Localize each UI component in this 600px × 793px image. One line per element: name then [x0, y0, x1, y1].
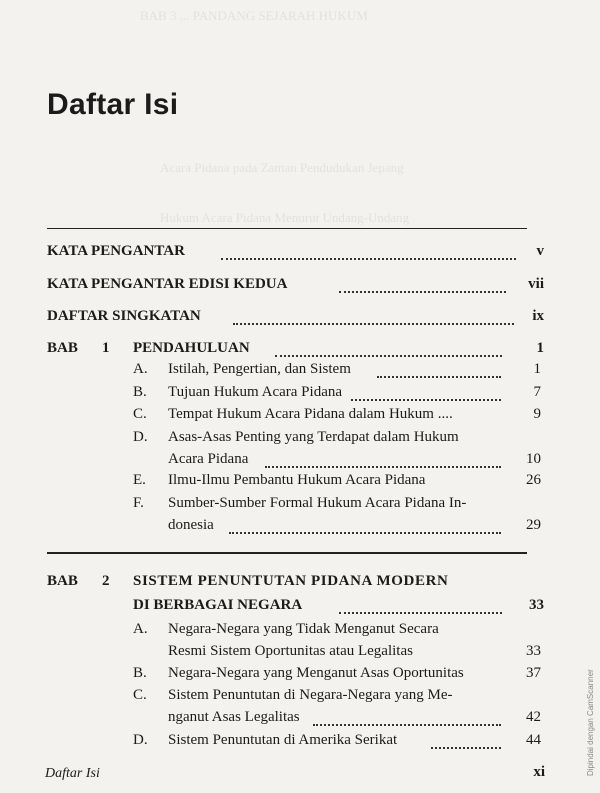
item-text-line2: nganut Asas Legalitas: [168, 709, 300, 725]
top-divider: [47, 228, 527, 229]
item-text-line2: Resmi Sistem Oportunitas atau Legalitas: [168, 643, 413, 659]
page-title: Daftar Isi: [47, 88, 179, 121]
page-number: 9: [533, 406, 541, 422]
bab-number: 1: [102, 340, 110, 356]
item-text-line2: Acara Pidana: [168, 451, 249, 467]
item-text: Istilah, Pengertian, dan Sistem: [168, 361, 351, 377]
dot-leader: [313, 708, 501, 726]
show-through-text: BAB 3 ... PANDANG SEJARAH HUKUM: [140, 8, 368, 23]
toc-chapter-2[interactable]: [47, 572, 544, 614]
item-text-line1: Sistem Penuntutan di Negara-Negara yang Me-: [168, 687, 453, 703]
page-number: v: [536, 243, 544, 259]
dot-leader: [275, 339, 502, 357]
item-letter: B.: [133, 665, 147, 681]
page-number: 7: [533, 384, 541, 400]
dot-leader: [377, 360, 501, 378]
item-letter: C.: [133, 687, 147, 703]
toc-item[interactable]: [133, 686, 541, 726]
running-footer: Daftar Isi: [45, 766, 100, 781]
item-text: Sistem Penuntutan di Amerika Serikat: [168, 732, 398, 748]
page-number: 29: [526, 517, 541, 533]
item-text: Tujuan Hukum Acara Pidana: [168, 384, 343, 400]
show-through-text: Acara Pidana pada Zaman Pendudukan Jepang: [160, 160, 404, 175]
item-letter: F.: [133, 495, 144, 511]
item-letter: D.: [133, 732, 148, 748]
entry-label: DAFTAR SINGKATAN: [47, 308, 201, 324]
toc-item[interactable]: [133, 620, 541, 660]
item-text: Negara-Negara yang Menganut Asas Oportunitas: [168, 665, 464, 681]
show-through-text: Hukum Acara Pidana Menurut Undang-Undang: [160, 210, 410, 225]
page-number: 37: [526, 665, 541, 681]
entry-label: KATA PENGANTAR EDISI KEDUA: [47, 276, 288, 292]
item-letter: A.: [133, 361, 148, 377]
item-letter: E.: [133, 472, 146, 488]
item-text-line1: Asas-Asas Penting yang Terdapat dalam Hukum: [168, 429, 459, 445]
page-number: 1: [533, 361, 541, 377]
item-text-line1: Negara-Negara yang Tidak Menganut Secara: [168, 621, 439, 637]
bab-number: 2: [102, 573, 110, 589]
page-number: 26: [526, 472, 541, 488]
page-number: 1: [536, 340, 544, 356]
bab-word: BAB: [47, 340, 78, 356]
item-text: Tempat Hukum Acara Pidana dalam Hukum ....: [168, 406, 453, 422]
page-number: 33: [529, 597, 544, 613]
dot-leader: [339, 275, 506, 293]
bab-word: BAB: [47, 573, 78, 589]
dot-leader: [431, 731, 501, 749]
dot-leader: [265, 450, 501, 468]
item-letter: A.: [133, 621, 148, 637]
dot-leader: [229, 516, 501, 534]
page-number: 42: [526, 709, 541, 725]
chapter-title: PENDAHULUAN: [133, 340, 250, 356]
page-number: ix: [532, 308, 544, 324]
item-letter: C.: [133, 406, 147, 422]
dot-leader: [233, 307, 514, 325]
item-text-line2: donesia: [168, 517, 214, 533]
item-text: Ilmu-Ilmu Pembantu Hukum Acara Pidana: [168, 472, 426, 488]
dot-leader: [339, 596, 502, 614]
chapter-title-line2: DI BERBAGAI NEGARA: [133, 597, 303, 613]
chapter-divider: [47, 552, 527, 554]
folio-number: xi: [533, 764, 545, 780]
page-number: vii: [528, 276, 544, 292]
chapter-title-line1: SISTEM PENUNTUTAN PIDANA MODERN: [133, 573, 449, 589]
scanner-watermark: Dipindai dengan CamScanner: [586, 669, 595, 776]
page-number: 10: [526, 451, 541, 467]
entry-label: KATA PENGANTAR: [47, 243, 185, 259]
dot-leader: [351, 383, 501, 401]
dot-leader: [221, 242, 516, 260]
page-number: 44: [526, 732, 541, 748]
toc-item[interactable]: [133, 494, 541, 534]
toc-item[interactable]: [133, 428, 541, 468]
page-number: 33: [526, 643, 541, 659]
item-letter: B.: [133, 384, 147, 400]
item-text-line1: Sumber-Sumber Formal Hukum Acara Pidana In-: [168, 495, 467, 511]
item-letter: D.: [133, 429, 148, 445]
